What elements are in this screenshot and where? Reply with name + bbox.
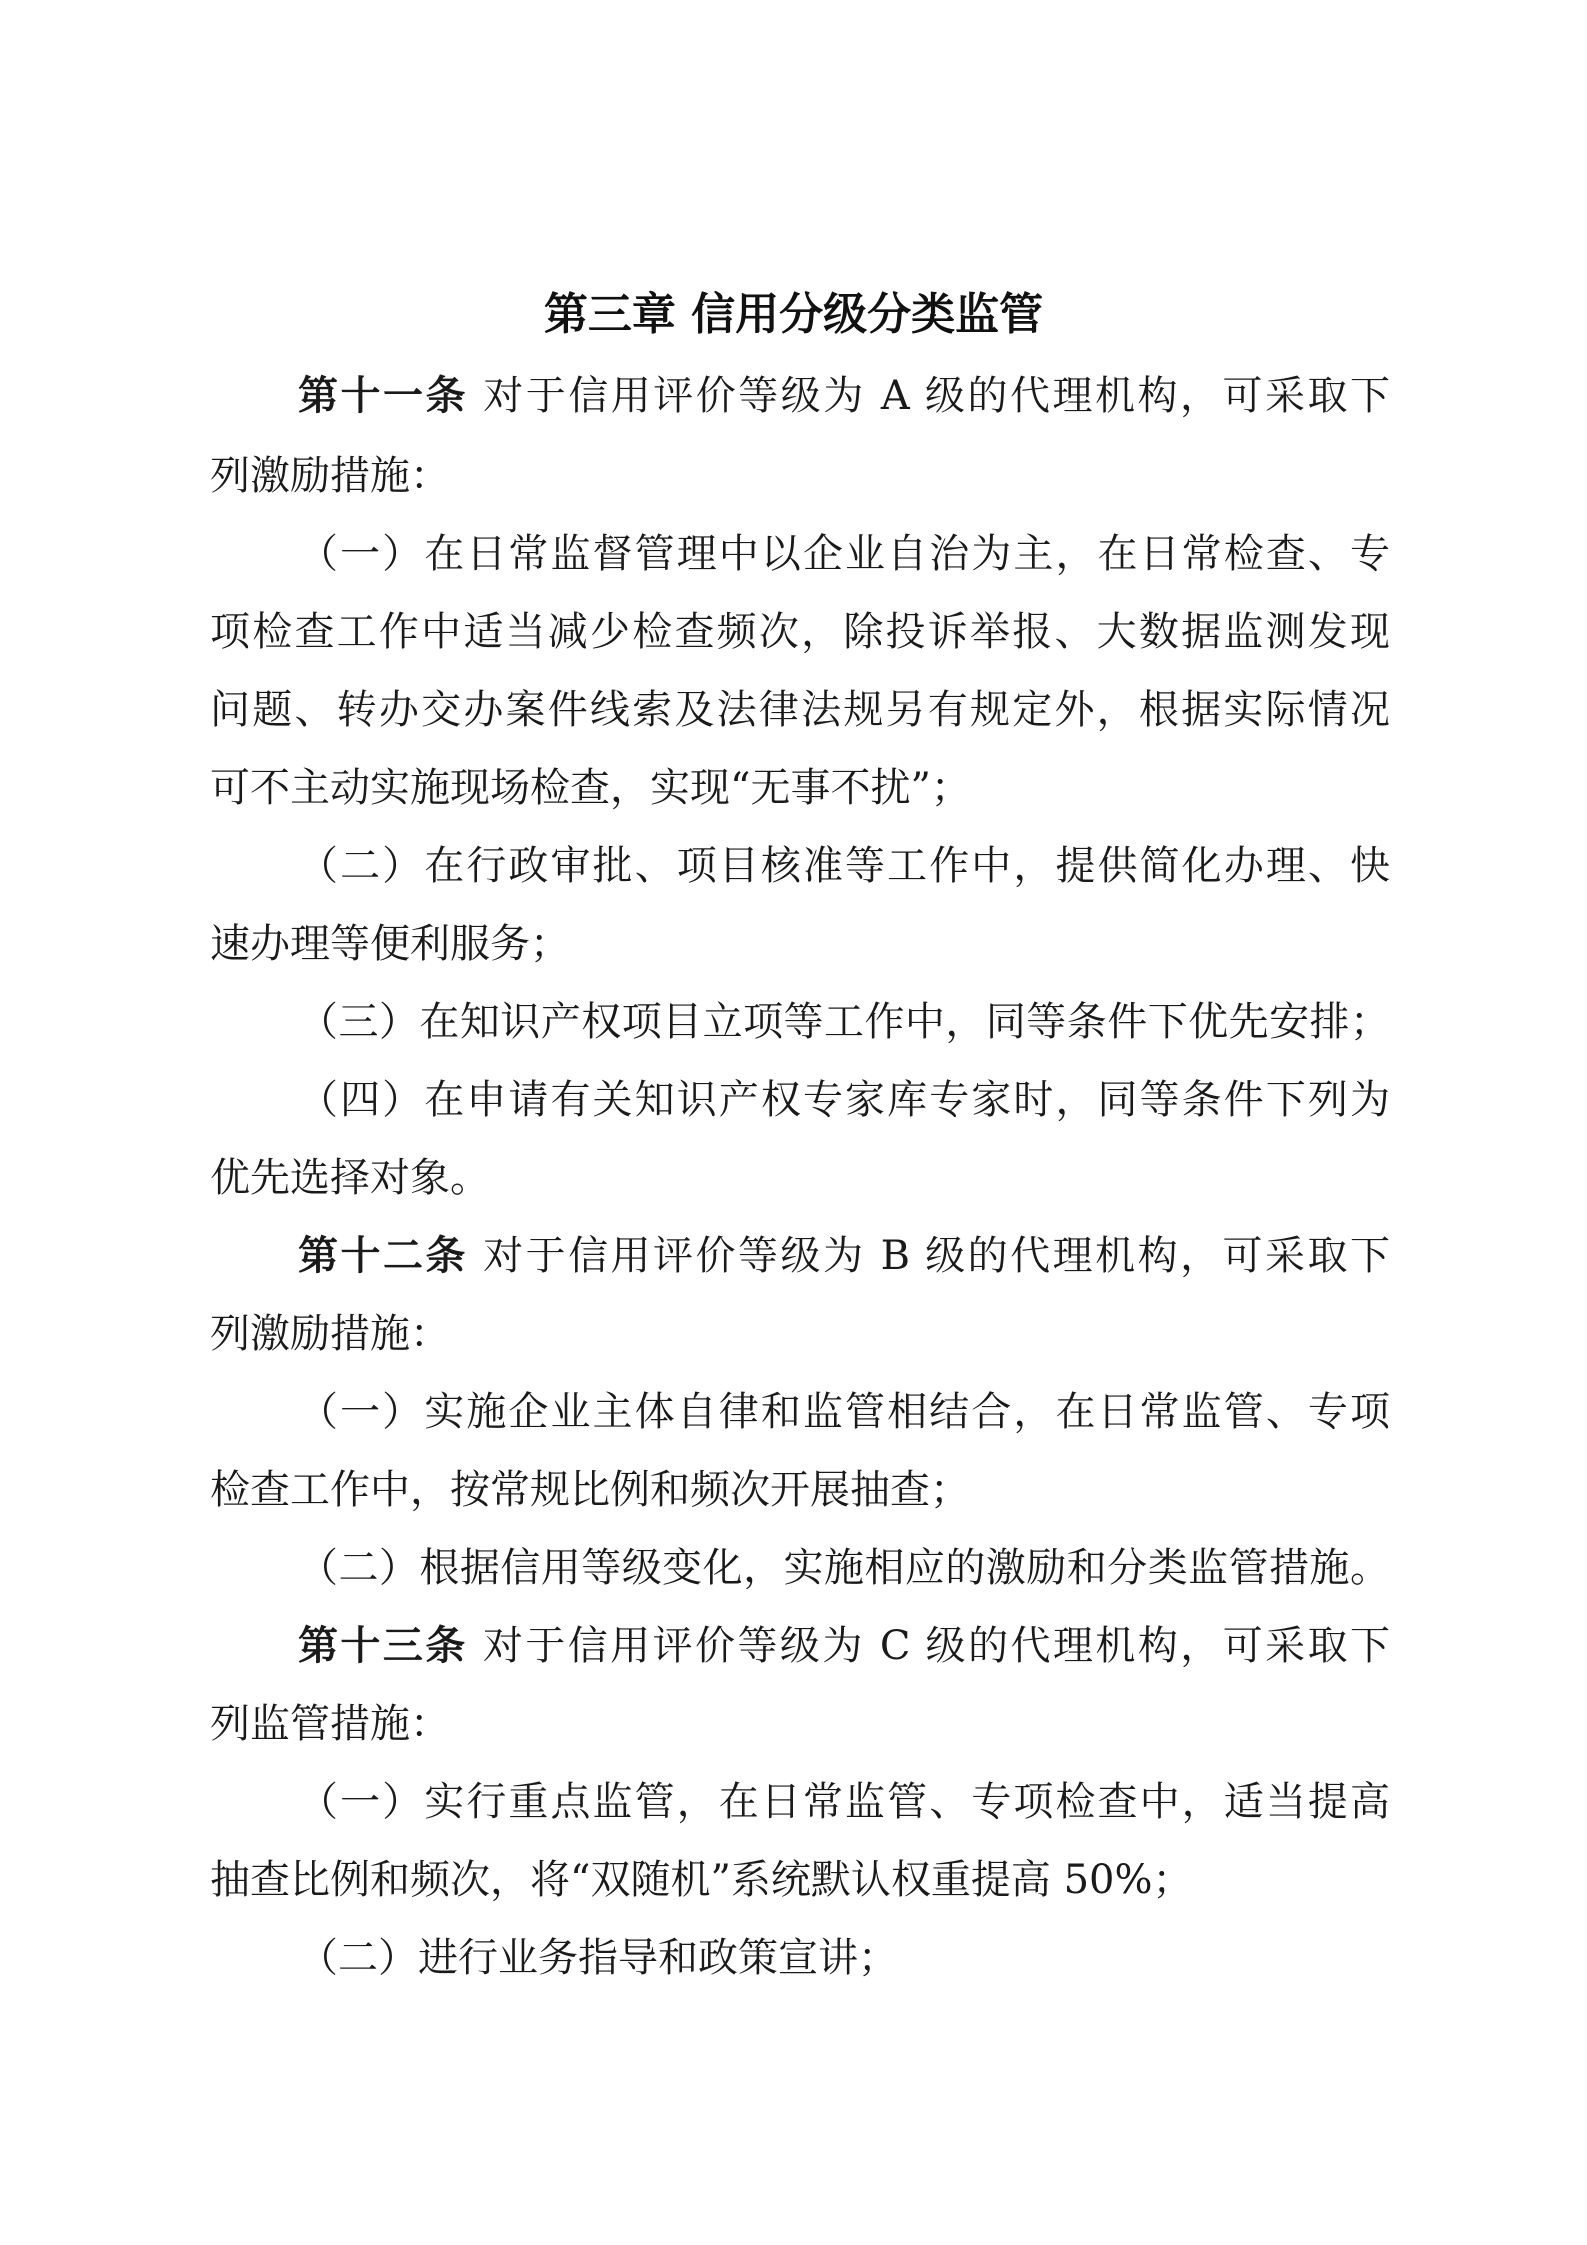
a11-item2-line-1: （二）在行政审批、项目核准等工作中，提供简化办理、快	[298, 843, 1390, 889]
a11-item3-line-1: （三）在知识产权项目立项等工作中，同等条件下优先安排；	[298, 999, 1390, 1045]
a11-item4-line-2: 优先选择对象。	[210, 1155, 490, 1201]
article-11-label: 第十一条	[298, 373, 468, 419]
article-12-label: 第十二条	[298, 1233, 468, 1279]
a12-item1-line-2: 检查工作中，按常规比例和频次开展抽查；	[210, 1467, 970, 1513]
article-13-line-1	[298, 1618, 1390, 1674]
article-12-text: 对于信用评价等级为 B 级的代理机构，可采取下	[467, 1233, 1390, 1279]
article-11-line-2: 列激励措施：	[210, 453, 450, 499]
a11-item1-line-1: （一）在日常监督管理中以企业自治为主，在日常检查、专	[298, 531, 1390, 577]
chapter-title: 第三章 信用分级分类监管	[543, 289, 1044, 340]
article-13-line-2: 列监管措施：	[210, 1701, 450, 1747]
a13-item1-line-1: （一）实行重点监管，在日常监管、专项检查中，适当提高	[298, 1779, 1390, 1825]
a11-item1-line-2: 项检查工作中适当减少检查频次，除投诉举报、大数据监测发现	[210, 609, 1390, 655]
a13-item2-line-1: （二）进行业务指导和政策宣讲；	[298, 1935, 898, 1981]
a11-item4-line-1: （四）在申请有关知识产权专家库专家时，同等条件下列为	[298, 1077, 1390, 1123]
a12-item2-line-1: （二）根据信用等级变化，实施相应的激励和分类监管措施。	[298, 1545, 1390, 1591]
article-13-text: 对于信用评价等级为 C 级的代理机构，可采取下	[467, 1623, 1391, 1669]
a13-item1-line-2: 抽查比例和频次，将“双随机”系统默认权重提高 50%；	[210, 1857, 1193, 1903]
article-12-line-1	[298, 1228, 1390, 1284]
article-11-line-1	[298, 368, 1390, 424]
article-13-label: 第十三条	[298, 1623, 468, 1669]
article-11-text: 对于信用评价等级为 A 级的代理机构，可采取下	[468, 373, 1391, 419]
a12-item1-line-1: （一）实施企业主体自律和监管相结合，在日常监管、专项	[298, 1389, 1390, 1435]
a11-item1-line-4: 可不主动实施现场检查，实现“无事不扰”；	[210, 765, 971, 811]
article-12-line-2: 列激励措施：	[210, 1311, 450, 1357]
a11-item1-line-3: 问题、转办交办案件线索及法律法规另有规定外，根据实际情况	[210, 687, 1390, 733]
a11-item2-line-2: 速办理等便利服务；	[210, 921, 570, 967]
